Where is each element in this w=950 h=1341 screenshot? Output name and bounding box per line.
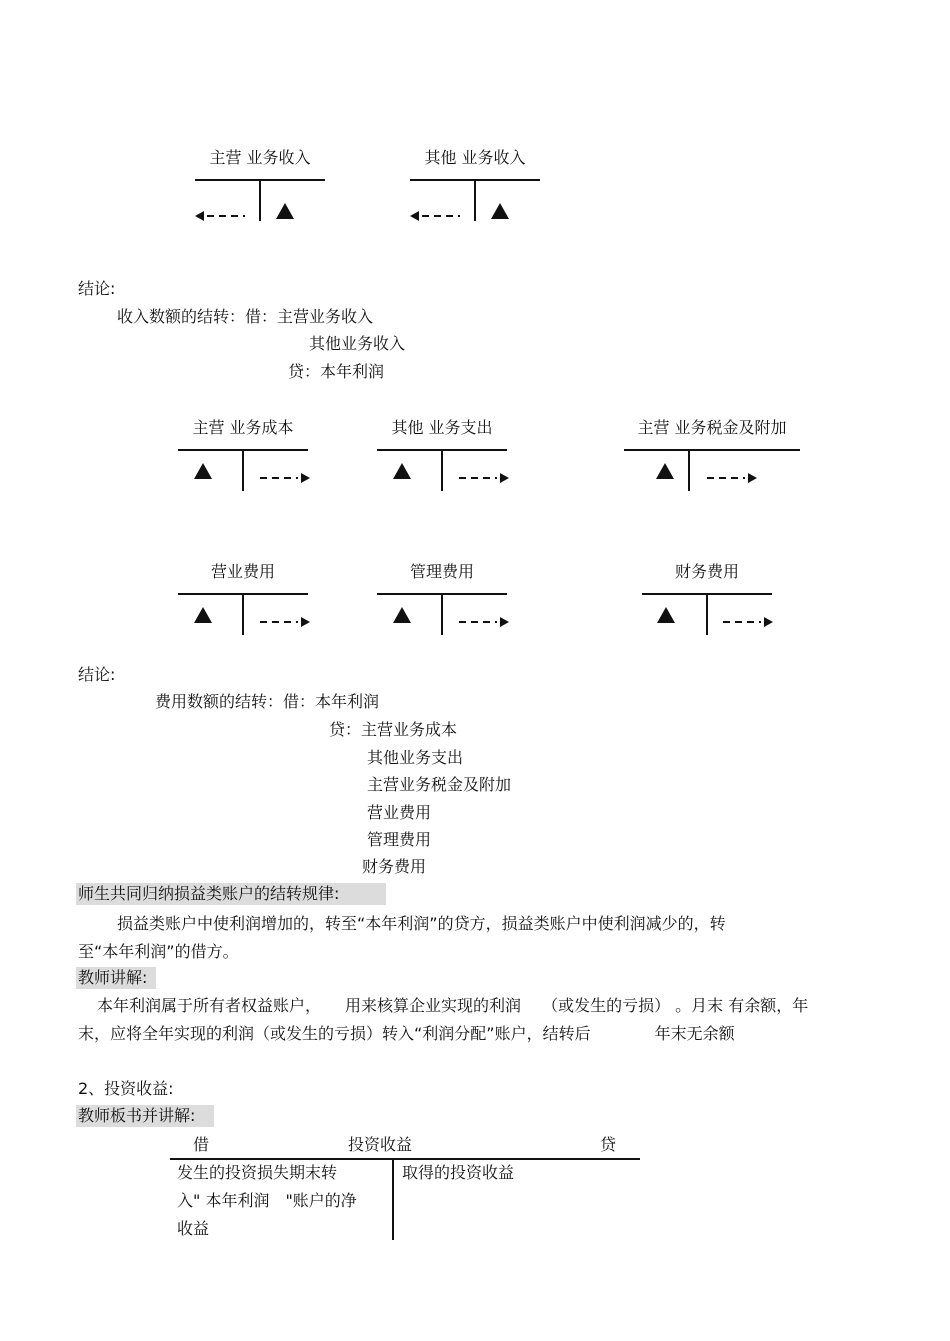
credit-entry-line1: 取得的投资收益 — [402, 1163, 515, 1182]
arrow-right-icon — [258, 616, 310, 628]
triangle-up-icon — [276, 203, 294, 219]
t-account-divider — [441, 593, 443, 635]
income-transfer-credit: 贷：本年利润 — [288, 362, 385, 381]
triangle-up-icon — [393, 463, 411, 479]
t-account-title: 主营 业务成本 — [192, 418, 294, 437]
t-account-divider — [242, 449, 244, 491]
arrow-right-icon — [457, 472, 509, 484]
section-title: 2、投资收益: — [78, 1079, 174, 1098]
credit-label: 贷 — [600, 1135, 617, 1154]
t-account-title: 其他 业务收入 — [424, 148, 526, 167]
t-account-divider — [259, 179, 261, 221]
t-account-title: 主营 业务税金及附加 — [637, 418, 787, 437]
t-account-top-line — [170, 1158, 640, 1160]
t-account-divider — [441, 449, 443, 491]
expense-item: 其他业务支出 — [367, 748, 464, 767]
t-account-divider — [392, 1158, 394, 1240]
arrow-right-icon — [457, 616, 509, 628]
triangle-up-icon — [657, 607, 675, 623]
debit-entry-line2: 入" 本年利润 "账户的净 — [177, 1191, 357, 1210]
expense-transfer-debit: 费用数额的结转：借：本年利润 — [155, 692, 380, 711]
arrow-right-icon — [705, 472, 757, 484]
t-account-title: 管理费用 — [409, 562, 474, 581]
arrow-right-icon — [721, 616, 773, 628]
t-account-top-line — [624, 449, 800, 451]
expense-item: 财务费用 — [362, 857, 427, 876]
triangle-up-icon — [491, 203, 509, 219]
t-account-divider — [688, 449, 690, 491]
debit-entry-line3: 收益 — [177, 1219, 210, 1238]
teacher-heading: 教师讲解: — [76, 967, 156, 989]
arrow-left-icon — [410, 210, 462, 222]
triangle-up-icon — [656, 463, 674, 479]
debit-entry-line1: 发生的投资损失期末转 — [177, 1163, 338, 1182]
conclusion-label: 结论: — [78, 665, 116, 684]
expense-item: 主营业务税金及附加 — [367, 775, 512, 794]
t-account-title: 主营 业务收入 — [209, 148, 311, 167]
t-account-divider — [474, 179, 476, 221]
debit-label: 借 — [193, 1135, 210, 1154]
arrow-right-icon — [258, 472, 310, 484]
expense-item: 营业费用 — [367, 803, 432, 822]
expense-item: 管理费用 — [367, 830, 432, 849]
rule-text-line1: 损益类账户中使利润增加的，转至“本年利润”的贷方，损益类账户中使利润减少的，转 — [117, 914, 726, 933]
teacher-text-line2: 末，应将全年实现的利润（或发生的亏损）转入“利润分配”账户，结转后 年末无余额 — [78, 1024, 735, 1043]
triangle-up-icon — [393, 607, 411, 623]
t-account-title: 财务费用 — [674, 562, 739, 581]
rule-text-line2: 至“本年利润”的借方。 — [78, 942, 239, 961]
t-account-title: 其他 业务支出 — [391, 418, 493, 437]
conclusion-label: 结论: — [78, 279, 116, 298]
t-account-divider — [706, 593, 708, 635]
account-title: 投资收益 — [348, 1135, 413, 1154]
teacher-text-line1: 本年利润属于所有者权益账户， 用来核算企业实现的利润 （或发生的亏损） 。月末 有余额，年 — [97, 996, 809, 1015]
t-account-title: 营业费用 — [210, 562, 275, 581]
t-account-divider — [242, 593, 244, 635]
triangle-up-icon — [194, 607, 212, 623]
expense-transfer-credit: 贷：主营业务成本 — [329, 720, 458, 739]
income-transfer-debit-2: 其他业务收入 — [309, 334, 406, 353]
triangle-up-icon — [194, 463, 212, 479]
income-transfer-debit: 收入数额的结转：借：主营业务收入 — [117, 307, 374, 326]
board-heading: 教师板书并讲解: — [76, 1105, 214, 1127]
arrow-left-icon — [195, 210, 247, 222]
rule-heading: 师生共同归纳损益类账户的结转规律: — [76, 883, 386, 905]
